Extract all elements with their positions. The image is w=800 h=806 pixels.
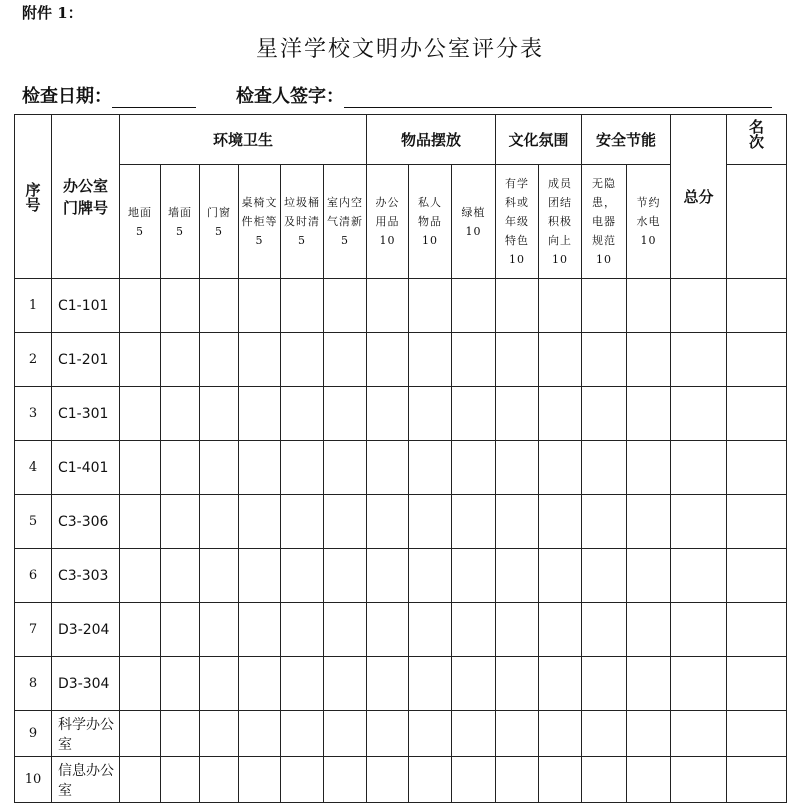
header-total: 总分 xyxy=(671,115,727,279)
score-cell[interactable] xyxy=(324,387,367,441)
score-cell[interactable] xyxy=(496,603,539,657)
score-cell[interactable] xyxy=(452,333,496,387)
score-cell[interactable] xyxy=(161,495,200,549)
score-cell[interactable] xyxy=(409,495,452,549)
score-cell[interactable] xyxy=(367,387,409,441)
score-cell[interactable] xyxy=(671,387,727,441)
score-cell[interactable] xyxy=(120,757,161,803)
table-row xyxy=(15,279,787,333)
header-subitem xyxy=(496,165,539,279)
table-row xyxy=(15,549,787,603)
score-cell[interactable] xyxy=(281,657,324,711)
score-cell[interactable] xyxy=(281,441,324,495)
score-cell[interactable] xyxy=(452,387,496,441)
score-cell[interactable] xyxy=(539,711,582,757)
table-row xyxy=(15,333,787,387)
subitem-score: 10 xyxy=(465,224,482,238)
score-cell[interactable] xyxy=(727,279,787,333)
score-cell[interactable] xyxy=(452,495,496,549)
score-cell[interactable] xyxy=(671,549,727,603)
score-cell[interactable] xyxy=(120,387,161,441)
score-cell[interactable] xyxy=(582,549,627,603)
score-cell[interactable] xyxy=(539,333,582,387)
score-cell[interactable] xyxy=(200,711,239,757)
subitem-name: 私人物品 xyxy=(418,196,442,228)
check-date-blank[interactable] xyxy=(112,89,196,108)
score-cell[interactable] xyxy=(539,495,582,549)
score-cell[interactable] xyxy=(281,333,324,387)
header-subitem xyxy=(200,165,239,279)
score-cell[interactable] xyxy=(496,657,539,711)
header-rank-blank xyxy=(727,165,787,279)
score-cell[interactable] xyxy=(539,441,582,495)
score-cell[interactable] xyxy=(200,549,239,603)
score-cell[interactable] xyxy=(582,495,627,549)
score-cell[interactable] xyxy=(120,441,161,495)
score-cell[interactable] xyxy=(200,387,239,441)
header-subitem xyxy=(239,165,281,279)
row-office: C3-303 xyxy=(52,549,120,603)
score-cell[interactable] xyxy=(409,441,452,495)
subitem-score: 5 xyxy=(341,234,349,247)
score-cell[interactable] xyxy=(496,333,539,387)
score-cell[interactable] xyxy=(409,657,452,711)
score-cell[interactable] xyxy=(671,333,727,387)
score-cell[interactable] xyxy=(671,441,727,495)
header-group-items: 物品摆放 xyxy=(367,115,496,165)
score-cell[interactable] xyxy=(627,757,671,803)
subitem-score: 10 xyxy=(640,234,657,247)
score-cell[interactable] xyxy=(324,495,367,549)
score-cell[interactable] xyxy=(281,279,324,333)
score-cell[interactable] xyxy=(627,603,671,657)
score-cell[interactable] xyxy=(324,711,367,757)
score-cell[interactable] xyxy=(409,757,452,803)
score-cell[interactable] xyxy=(324,333,367,387)
row-office: 科学办公室 xyxy=(52,711,120,757)
row-index: 7 xyxy=(15,603,52,657)
row-office: C1-301 xyxy=(52,387,120,441)
subitem-name: 有学科或年级特色 xyxy=(505,177,529,247)
score-cell[interactable] xyxy=(367,549,409,603)
score-cell[interactable] xyxy=(120,279,161,333)
score-cell[interactable] xyxy=(671,711,727,757)
score-cell[interactable] xyxy=(452,757,496,803)
score-cell[interactable] xyxy=(324,603,367,657)
score-cell[interactable] xyxy=(324,279,367,333)
score-cell[interactable] xyxy=(324,757,367,803)
score-cell[interactable] xyxy=(200,441,239,495)
header-subitem xyxy=(582,165,627,279)
score-cell[interactable] xyxy=(582,711,627,757)
row-index: 9 xyxy=(15,711,52,757)
score-cell[interactable] xyxy=(120,657,161,711)
page-title: 星洋学校文明办公室评分表 xyxy=(255,37,544,62)
row-office: 信息办公室 xyxy=(52,757,120,803)
score-cell[interactable] xyxy=(200,757,239,803)
score-cell[interactable] xyxy=(409,603,452,657)
score-cell[interactable] xyxy=(539,657,582,711)
subitem-score: 10 xyxy=(379,234,396,247)
row-index: 3 xyxy=(15,387,52,441)
subitem-name: 办公用品 xyxy=(375,196,400,228)
score-cell[interactable] xyxy=(239,549,281,603)
subitem-name: 门窗 xyxy=(207,205,231,219)
score-cell[interactable] xyxy=(367,441,409,495)
score-cell[interactable] xyxy=(727,711,787,757)
score-cell[interactable] xyxy=(120,333,161,387)
score-cell[interactable] xyxy=(452,711,496,757)
subitem-name: 垃圾桶及时清 xyxy=(284,196,320,228)
score-cell[interactable] xyxy=(409,711,452,757)
score-cell[interactable] xyxy=(200,333,239,387)
row-office: D3-204 xyxy=(52,603,120,657)
score-cell[interactable] xyxy=(161,333,200,387)
score-cell[interactable] xyxy=(409,549,452,603)
header-subitem xyxy=(409,165,452,279)
score-cell[interactable] xyxy=(161,279,200,333)
score-cell[interactable] xyxy=(727,495,787,549)
score-cell[interactable] xyxy=(161,757,200,803)
score-cell[interactable] xyxy=(727,657,787,711)
header-subitem xyxy=(161,165,200,279)
header-subitem xyxy=(627,165,671,279)
header-group-culture: 文化氛围 xyxy=(496,115,582,165)
subitem-score: 5 xyxy=(176,224,184,238)
score-cell[interactable] xyxy=(727,333,787,387)
table-row xyxy=(15,757,787,803)
score-cell[interactable] xyxy=(627,657,671,711)
table-row xyxy=(15,711,787,757)
score-cell[interactable] xyxy=(367,757,409,803)
score-cell[interactable] xyxy=(627,387,671,441)
score-cell[interactable] xyxy=(367,711,409,757)
row-office: C1-401 xyxy=(52,441,120,495)
subitem-score: 5 xyxy=(136,224,144,238)
header-subitem xyxy=(120,165,161,279)
score-cell[interactable] xyxy=(496,757,539,803)
score-cell[interactable] xyxy=(727,603,787,657)
score-cell[interactable] xyxy=(409,387,452,441)
score-cell[interactable] xyxy=(727,549,787,603)
score-cell[interactable] xyxy=(367,333,409,387)
table-row xyxy=(15,603,787,657)
row-office: C1-201 xyxy=(52,333,120,387)
header-subitem xyxy=(539,165,582,279)
subitem-score: 10 xyxy=(596,253,612,266)
score-cell[interactable] xyxy=(727,441,787,495)
score-cell[interactable] xyxy=(239,279,281,333)
score-cell[interactable] xyxy=(367,495,409,549)
row-index: 2 xyxy=(15,333,52,387)
score-cell[interactable] xyxy=(120,549,161,603)
score-cell[interactable] xyxy=(200,279,239,333)
table-row xyxy=(15,657,787,711)
score-cell[interactable] xyxy=(120,603,161,657)
score-cell[interactable] xyxy=(281,603,324,657)
score-cell[interactable] xyxy=(582,441,627,495)
score-cell[interactable] xyxy=(582,657,627,711)
score-cell[interactable] xyxy=(239,757,281,803)
row-office: C3-306 xyxy=(52,495,120,549)
score-cell[interactable] xyxy=(367,603,409,657)
score-cell[interactable] xyxy=(671,657,727,711)
header-rank: 名次 xyxy=(727,115,787,165)
header-subitem xyxy=(367,165,409,279)
score-cell[interactable] xyxy=(161,711,200,757)
subitem-name: 桌椅文件柜等 xyxy=(241,196,278,228)
subitem-name: 地面 xyxy=(128,205,152,219)
score-cell[interactable] xyxy=(496,279,539,333)
score-cell[interactable] xyxy=(671,495,727,549)
subitem-name: 墙面 xyxy=(168,205,192,219)
row-index: 4 xyxy=(15,441,52,495)
row-index: 10 xyxy=(15,757,52,803)
score-table xyxy=(14,114,787,803)
header-subitem xyxy=(452,165,496,279)
score-cell[interactable] xyxy=(582,279,627,333)
score-cell[interactable] xyxy=(671,757,727,803)
score-cell[interactable] xyxy=(727,757,787,803)
subitem-score: 5 xyxy=(298,234,306,247)
score-cell[interactable] xyxy=(539,549,582,603)
score-cell[interactable] xyxy=(452,603,496,657)
subitem-name: 无隐患，电器规范 xyxy=(592,177,616,247)
score-cell[interactable] xyxy=(671,279,727,333)
subitem-name: 绿植 xyxy=(461,205,486,219)
check-date xyxy=(22,82,196,108)
score-cell[interactable] xyxy=(452,279,496,333)
score-cell[interactable] xyxy=(120,495,161,549)
score-cell[interactable] xyxy=(582,757,627,803)
check-date-label: 检查日期： xyxy=(22,86,112,107)
score-cell[interactable] xyxy=(239,603,281,657)
score-cell[interactable] xyxy=(120,711,161,757)
score-cell[interactable] xyxy=(161,603,200,657)
score-cell[interactable] xyxy=(496,495,539,549)
score-cell[interactable] xyxy=(539,757,582,803)
score-cell[interactable] xyxy=(239,441,281,495)
score-cell[interactable] xyxy=(239,657,281,711)
score-cell[interactable] xyxy=(496,387,539,441)
score-cell[interactable] xyxy=(324,441,367,495)
row-office: C1-101 xyxy=(52,279,120,333)
score-cell[interactable] xyxy=(367,657,409,711)
score-cell[interactable] xyxy=(409,279,452,333)
score-cell[interactable] xyxy=(496,711,539,757)
score-cell[interactable] xyxy=(627,333,671,387)
table-row xyxy=(15,441,787,495)
score-cell[interactable] xyxy=(281,549,324,603)
score-cell[interactable] xyxy=(627,711,671,757)
row-index: 5 xyxy=(15,495,52,549)
header-index: 序号 xyxy=(15,115,52,279)
score-cell[interactable] xyxy=(627,441,671,495)
score-cell[interactable] xyxy=(200,495,239,549)
score-cell[interactable] xyxy=(452,657,496,711)
score-cell[interactable] xyxy=(582,387,627,441)
score-cell[interactable] xyxy=(539,387,582,441)
score-cell[interactable] xyxy=(200,657,239,711)
score-cell[interactable] xyxy=(452,549,496,603)
subitem-name: 成员团结积极向上 xyxy=(548,177,572,247)
inspector-signature-blank[interactable] xyxy=(344,89,772,108)
score-cell[interactable] xyxy=(496,441,539,495)
score-cell[interactable] xyxy=(324,549,367,603)
table-row xyxy=(15,387,787,441)
score-cell[interactable] xyxy=(161,549,200,603)
score-cell[interactable] xyxy=(281,711,324,757)
row-index: 1 xyxy=(15,279,52,333)
header-subitem xyxy=(324,165,367,279)
table-row xyxy=(15,495,787,549)
score-cell[interactable] xyxy=(582,603,627,657)
header-office: 办公室门牌号 xyxy=(52,115,120,279)
score-cell[interactable] xyxy=(452,441,496,495)
row-index: 8 xyxy=(15,657,52,711)
score-cell[interactable] xyxy=(161,387,200,441)
header-group-safety: 安全节能 xyxy=(582,115,671,165)
score-cell[interactable] xyxy=(409,333,452,387)
inspector-label: 检查人签字： xyxy=(236,86,344,107)
score-cell[interactable] xyxy=(539,603,582,657)
score-cell[interactable] xyxy=(727,387,787,441)
score-cell[interactable] xyxy=(627,279,671,333)
score-cell[interactable] xyxy=(239,387,281,441)
score-cell[interactable] xyxy=(582,333,627,387)
subitem-name: 节约水电 xyxy=(636,196,661,228)
score-cell[interactable] xyxy=(627,549,671,603)
inspector-signature xyxy=(236,82,772,108)
score-cell[interactable] xyxy=(281,495,324,549)
score-cell[interactable] xyxy=(671,603,727,657)
score-cell[interactable] xyxy=(281,387,324,441)
score-cell[interactable] xyxy=(161,657,200,711)
row-office: D3-304 xyxy=(52,657,120,711)
score-cell[interactable] xyxy=(239,711,281,757)
score-cell[interactable] xyxy=(324,657,367,711)
header-row-groups xyxy=(15,115,787,165)
score-cell[interactable] xyxy=(239,333,281,387)
subitem-score: 10 xyxy=(509,253,525,266)
score-cell[interactable] xyxy=(239,495,281,549)
score-cell[interactable] xyxy=(281,757,324,803)
subitem-score: 10 xyxy=(422,234,438,247)
score-cell[interactable] xyxy=(539,279,582,333)
header-subitem xyxy=(281,165,324,279)
score-cell[interactable] xyxy=(627,495,671,549)
subitem-score: 10 xyxy=(552,253,568,266)
score-cell[interactable] xyxy=(496,549,539,603)
score-cell[interactable] xyxy=(367,279,409,333)
row-index: 6 xyxy=(15,549,52,603)
subitem-name: 室内空气清新 xyxy=(327,196,363,228)
subitem-score: 5 xyxy=(215,224,223,238)
score-cell[interactable] xyxy=(161,441,200,495)
subitem-score: 5 xyxy=(255,234,264,247)
header-group-env: 环境卫生 xyxy=(120,115,367,165)
score-cell[interactable] xyxy=(200,603,239,657)
attachment-label: 附件 1： xyxy=(22,4,83,22)
